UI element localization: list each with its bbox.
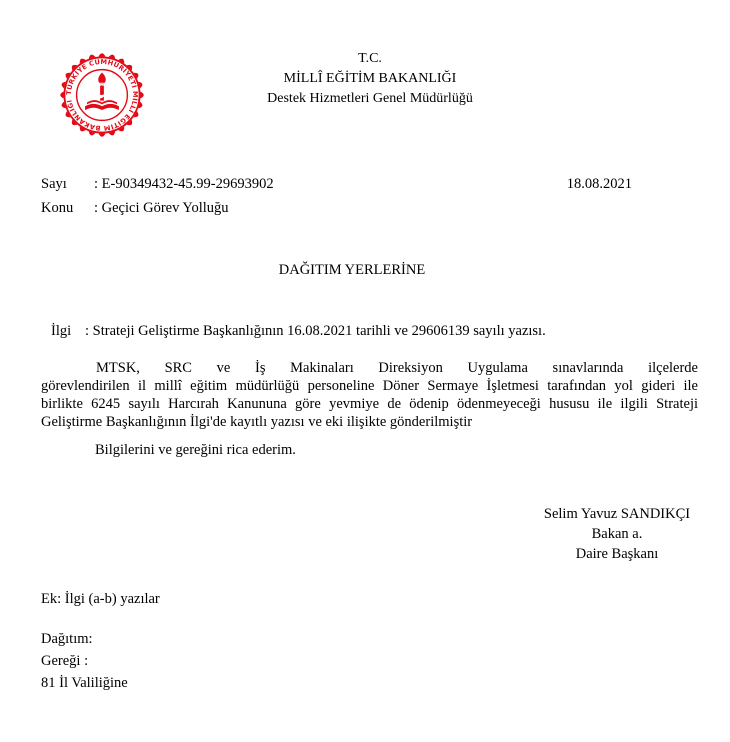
seal-ring-text: TÜRKİYE CUMHURİYETİ MİLLÎ EĞİTİM BAKANLIĞI [64,57,140,133]
ministry-seal-icon [55,48,149,142]
reference-value: : Strateji Geliştirme Başkanlığının 16.08.2021 tarihli ve 29606139 sayılı yazısı. [85,323,546,339]
sayi-value: : E-90349432-45.99-29693902 [94,176,274,192]
distribution-recipient: 81 İl Valiliğine [41,675,128,691]
signer-role-1: Bakan a. [591,526,643,542]
body-line: görevlendirilen il millî eğitim müdürlüğü personeline Döner Sermaye İşletmesi tarafından yol gideri ile [41,378,698,394]
attachments: Ek: İlgi (a-b) yazılar [41,591,160,607]
ministry-logo [55,48,149,142]
seal-ray [98,53,105,56]
body-line: birlikte 6245 sayılı Harcırah Kanununa göre yevmiye de ödenip ödenmeyeceği hususu ile ilgili Strateji [41,396,698,412]
document-date: 18.08.2021 [566,176,632,192]
distribution-title: DAĞITIM YERLERİNE [278,262,426,278]
closing-line: Bilgilerini ve gereğini rica ederim. [95,442,296,458]
konu-label: Konu [41,200,74,216]
body-line: Geliştirme Başkanlığının İlgi'de kayıtlı yazısı ve eki ilişikte gönderilmiştir [41,414,473,430]
signer-role-2: Daire Başkanı [575,546,659,562]
seal-ray [98,133,105,136]
signer-name: Selim Yavuz SANDIKÇI [543,506,691,522]
seal-ray [140,91,143,98]
gereg-label: Gereği : [41,653,89,669]
header-tc: T.C. [358,51,382,66]
header-ministry: MİLLÎ EĞİTİM BAKANLIĞI [283,71,457,86]
sayi-row [41,175,274,193]
konu-row [41,199,229,217]
body-line: MTSK, SRC ve İş Makinaları Direksiyon Uygulama sınavlarında ilçelerde [96,360,698,376]
sayi-label: Sayı [41,176,67,192]
body-paragraph [41,359,698,431]
distribution-label: Dağıtım: [41,631,93,647]
konu-value: : Geçici Görev Yolluğu [94,200,229,216]
header-directorate: Destek Hizmetleri Genel Müdürlüğü [267,91,473,106]
seal-ray [60,91,63,98]
reference-label: İlgi [51,323,72,339]
reference-row [51,322,546,340]
